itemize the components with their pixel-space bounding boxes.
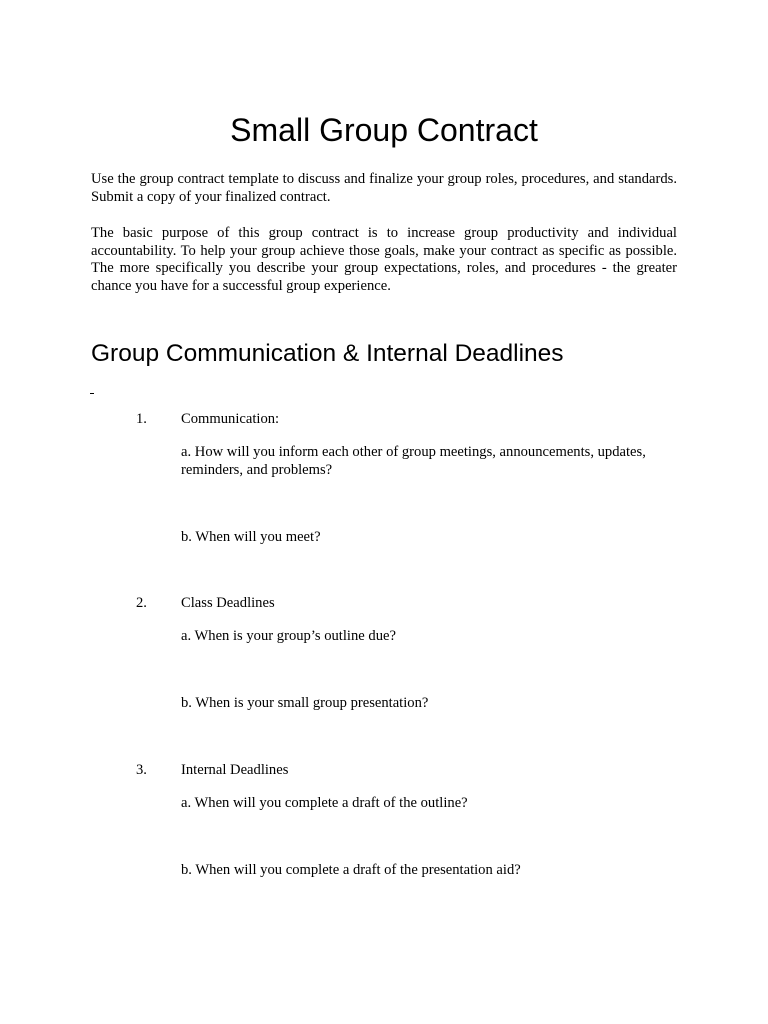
list-question: b. When is your small group presentation? — [181, 695, 429, 711]
list-number: 1. — [136, 411, 147, 427]
list-item-label: Internal Deadlines — [181, 762, 289, 778]
section-heading: Group Communication & Internal Deadlines — [91, 340, 564, 367]
list-item-label: Class Deadlines — [181, 595, 275, 611]
list-item-label: Communication: — [181, 411, 280, 427]
list-question: a. When is your group’s outline due? — [181, 628, 396, 644]
list-question: a. How will you inform each other of group meetings, announcements, updates, reminders, and problems? — [181, 444, 646, 478]
purpose-paragraph: The basic purpose of this group contract is to increase group productivity and individual accountability. To help your group achieve those goals, make your contract as specific as possible. The more specifically you describe your group expectations, roles, and procedures - the greater chance you have for a successful group experience. — [91, 225, 677, 294]
intro-paragraph: Use the group contract template to discuss and finalize your group roles, procedures, and standards. Submit a copy of your finalized contract. — [91, 171, 677, 205]
stray-mark — [90, 393, 94, 394]
document-title: Small Group Contract — [230, 112, 538, 148]
list-number: 3. — [136, 762, 147, 778]
list-question: a. When will you complete a draft of the outline? — [181, 795, 468, 811]
list-question: b. When will you meet? — [181, 529, 321, 545]
list-question: b. When will you complete a draft of the presentation aid? — [181, 862, 521, 878]
list-number: 2. — [136, 595, 147, 611]
